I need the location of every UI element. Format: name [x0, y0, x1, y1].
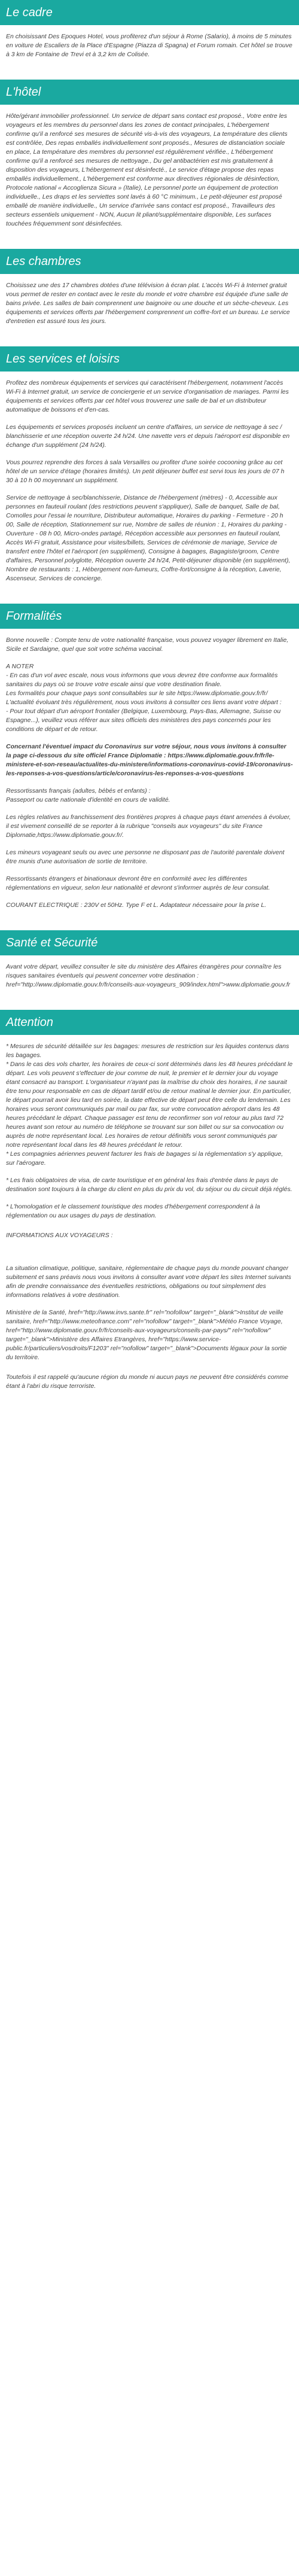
- paragraph-coronavirus: Concernant l'éventuel impact du Coronavirus sur votre séjour, nous vous invitons à consulter la page ci-dessous du site officiel France Diplomatie : https://www.diplomatie.gouv.fr/fr/le-ministere-et-son-reseau/actualites-du-ministere/informations-coronavirus-covid-19/coronavirus-les-reponses-a-vos-questions/article/coronavirus-les-reponses-a-vos-questions: [6, 743, 293, 777]
- paragraph: Choisissez une des 17 chambres dotées d'une télévision à écran plat. L'accès Wi-Fi à Internet gratuit vous permet de rester en contact avec le reste du monde et votre chambre est équipée d'une salle de bains privée. Les salles de bain comprennent une baignoire ou une douche et un sèche-cheveux. Les équipements et services offerts par l'hébergement comprennent un coffre-fort et un bureau. Le service d'entretien est assuré tous les jours.: [6, 282, 290, 325]
- paragraph-informations: INFORMATIONS AUX VOYAGEURS :: [6, 1232, 113, 1239]
- section-body: [0, 372, 299, 604]
- section-formalites: [0, 604, 299, 930]
- paragraph-ressortissants: Ressortissants français (adultes, bébés et enfants) : Passeport ou carte nationale d'identité en cours de validité.: [6, 787, 170, 803]
- section-sante-securite: [0, 930, 299, 1010]
- section-header: [0, 80, 299, 105]
- section-header: [0, 930, 299, 955]
- paragraph: Les équipements et services proposés incluent un centre d'affaires, un service de nettoyage à sec / blanchisserie et une réception ouverte 24 h/24. Une navette vers et depuis l'aéroport est disponible en échange d'un supplément (24 h/24).: [6, 424, 290, 449]
- section-attention: [0, 1010, 299, 1411]
- paragraph: * Les frais obligatoires de visa, de carte touristique et en général les frais d'entrée dans le pays de destination sont toujours à la charge du client en plus du prix du vol, du séjour ou du circuit déjà réglés.: [6, 1177, 292, 1193]
- section-title: Attention: [6, 1015, 53, 1029]
- section-body: [0, 629, 299, 930]
- section-header: [0, 346, 299, 372]
- section-chambres: [0, 249, 299, 346]
- section-body: [0, 1035, 299, 1411]
- paragraph-courant: COURANT ELECTRIQUE : 230V et 50Hz. Type F et L. Adaptateur nécessaire pour la prise L.: [6, 902, 267, 909]
- section-title: Les services et loisirs: [6, 352, 120, 366]
- paragraph: Bonne nouvelle : Compte tenu de votre nationalité française, vous pouvez voyager librement en Italie, Sicile et Sardaigne, quel que soit votre schéma vaccinal.: [6, 637, 289, 653]
- section-body: [0, 955, 299, 1010]
- section-title: Les chambres: [6, 254, 81, 268]
- section-hotel: [0, 80, 299, 249]
- section-title: L'hôtel: [6, 85, 41, 99]
- section-body: [0, 274, 299, 346]
- paragraph-bagages: * Mesures de sécurité détaillée sur les bagages: mesures de restriction sur les liquides contenus dans les bagages. * Dans le cas des vols charter, les horaires de ceux-ci sont déterminés dans les 48 heures précédant le départ. Les vols peuvent s'effectuer de jour comme de nuit, le premier et le dernier jour du voyage étant consacré au transport. L'organisateur n'ayant pas la maîtrise du choix des horaires, il ne saurait être tenu pour responsable en cas de départ tardif et/ou de retour matinal le dernier jour. En particulier, le départ pourrait avoir lieu tard en soirée, la date effective de départ peut être celle du lendemain. Les horaires vous seront communiqués par mail ou par fax, sur votre convocation aéroport dans les 48 heures précédant le départ. Chaque passager est tenu de reconfirmer son vol retour au plus tard 72 heures avant son retour au numéro de téléphone se trouvant sur son billet ou sur sa convocation ou auprès de notre représentant local. Les horaires de retour définitifs vous seront communiqués par notre représentant local dans les 48 heures précédant le retour. * Les compagnies aériennes peuvent facturer les frais de bagages si la réglementation s'y applique, sur l'aérogare.: [6, 1043, 293, 1167]
- paragraph: * L'homologation et le classement touristique des modes d'hébergement correspondent à la réglementation ou aux usages du pays de destination.: [6, 1203, 260, 1219]
- paragraph: Avant votre départ, veuillez consulter le site du ministère des Affaires étrangères pour connaître les risques sanitaires éventuels qui peuvent concerner votre destination : href="http://www.diplomatie.gouv.fr/fr/conseils-aux-voyageurs_909/index.html">www.diplomatie.gouv.fr: [6, 963, 291, 988]
- section-title: Santé et Sécurité: [6, 936, 98, 949]
- section-header: [0, 249, 299, 274]
- paragraph: Vous pourrez reprendre des forces à sala Versailles ou profiter d'une soirée cocooning grâce au cet hôtel de un service d'étage (horaires limités). Un petit déjeuner buffet est servi tous les jours de 07 h 30 à 10 h 00 moyennant un supplément.: [6, 459, 285, 484]
- paragraph: Service de nettoyage à sec/blanchisserie, Distance de l'hébergement (mètres) - 0, Accessible aux personnes en fauteuil roulant (des restrictions peuvent s'appliquer), Salle de banquet, Salle de bal, Comolles pour l'essai le nourriture, Distributeur automatique, Horaires du parking - Fermeture - 20 h 00, Salle de réception, Stationnement sur rue, Nombre de salles de réunion : 1, Horaires du parking - Ouverture - 08 h 00, Micro-ondes partagé, Réception accessible aux personnes en fauteuil roulant, Accès Wi-Fi gratuit, Assistance pour visites/billets, Services de cérémonie de mariage, Service de transfert entre l'hôtel et l'aéroport (en supplément), Consigne à bagages, Bagagiste/groom, Centre d'affaires, Personnel polyglotte, Réception ouverte 24 h/24, Petit-déjeuner disponible (en supplément), Nombre de restaurants : 1, Hébergement non-fumeurs, Coffre-fort/consigne à la réception, Laverie, Ascenseur, Services de concierge.: [6, 494, 291, 582]
- section-title: Formalités: [6, 609, 62, 623]
- paragraph: Profitez des nombreux équipements et services qui caractérisent l'hébergement, notamment l'accès Wi-Fi à Internet gratuit, un service de conciergerie et un service d'organisation de mariages. Parmi les équipements et services offerts par cet hôtel vous trouverez une salle de bal et un distributeur automatique de boissons et d'en-cas.: [6, 379, 289, 413]
- section-header: [0, 604, 299, 629]
- section-le-cadre: [0, 0, 299, 80]
- paragraph: Les règles relatives au franchissement des frontières propres à chaque pays étant amenées à évoluer, il est vivement conseillé de se reporter à la rubrique "conseils aux voyageurs" du site France Diplomatie,https://www.diplomatie.gouv.fr/.: [6, 814, 291, 839]
- paragraph: Toutefois il est rappelé qu'aucune région du monde ni aucun pays ne peuvent être considérés comme étant à l'abri du risque terroriste.: [6, 1374, 289, 1390]
- section-header: [0, 0, 299, 25]
- paragraph-note: A NOTER - En cas d'un vol avec escale, nous vous informons que vous devrez être conforme aux formalités sanitaires du pays où se trouve votre escale ainsi que votre destination finale. Les formalités pour chaque pays sont consultables sur le site https://www.diplomatie.gouv.fr/fr/ L'actualité évoluant très régulièrement, nous vous invitons à consulter ces liens avant votre départ : - Pour tout départ d'un aéroport frontalier (Belgique, Luxembourg, Pays-Bas, Allemagne, Suisse ou Espagne...), veuillez vous référer aux sites officiels des ministères des pays concernés pour les conditions de départ et de retour.: [6, 663, 282, 733]
- paragraph: Hôte/gérant immobilier professionnel. Un service de départ sans contact est proposé., Votre entre les voyageurs et les membres du personnel dans les zones de contact principales, L'hébergement confirme qu'il a renforcé ses mesures de sécurité vis-à-vis des voyageurs, La température des clients est contrôlée, Des repas emballés individuellement sont proposés., Mesures de distanciation sociale en place, La température des membres du personnel est régulièrement vérifiée., L'hébergement confirme qu'il a renforcé ses mesures de nettoyage., Du gel antibactérien est mis gratuitement à disposition des voyageurs, L'hébergement est désinfecté., Le service d'étage propose des repas emballés individuellement., L'hébergement est conforme aux directives régionales de désinfection, Protocole national « Accoglienza Sicura » (Italie), Le personnel porte un équipement de protection individuelle., Les draps et les serviettes sont lavés à 60 °C minimum., Le petit-déjeuner est proposé emballé de manière individuelle., Un service d'arrivée sans contact est proposé., Travailleurs des secteurs essentiels uniquement - NON, Aucun lit pliant/supplémentaire disponible, Les surfaces touchées fréquemment sont désinfectées.: [6, 112, 288, 227]
- paragraph: La situation climatique, politique, sanitaire, réglementaire de chaque pays du monde pouvant changer subitement et sans préavis nous vous invitons à consulter avant votre départ les sites Internet suivants afin de prendre connaissance des éventuelles restrictions, obligations ou tout simplement des informations relatives à votre destination.: [6, 1265, 291, 1299]
- section-header: [0, 1010, 299, 1035]
- paragraph: Ressortissants étrangers et binationaux devront être en conformité avec les différentes réglementations en vigueur, selon leur nationalité et devront s'informer auprès de leur consulat.: [6, 875, 270, 891]
- section-services-loisirs: [0, 346, 299, 604]
- section-title: Le cadre: [6, 5, 53, 19]
- paragraph: Les mineurs voyageant seuls ou avec une personne ne disposant pas de l'autorité parentale doivent être munis d'une autorisation de sortie de territoire.: [6, 849, 285, 865]
- section-body: [0, 105, 299, 249]
- paragraph: En choisissant Des Epoques Hotel, vous profiterez d'un séjour à Rome (Salario), à moins de 5 minutes en voiture de Escaliers de la Place d'Espagne (Piazza di Spagna) et Forum romain. Cet hôtel se trouve à 3 km de Fontaine de Trevi et à 3,2 km de Colisée.: [6, 33, 292, 58]
- paragraph-links[interactable]: Ministère de la Santé, href="http://www.invs.sante.fr" rel="nofollow" target="_blank">Institut de veille sanitaire, href="http://www.meteofrance.com" rel="nofollow" target="_blank">Météo France Voyage, href="http://www.diplomatie.gouv.fr/fr/conseils-aux-voyageurs/conseils-par-pays/" rel="nofollow" target="_blank">Ministère des Affaires Etrangères, href="https://www.service-public.fr/particuliers/vosdroits/F1203" rel="nofollow" target="_blank">Documents légaux pour la sortie du territoire.: [6, 1309, 287, 1361]
- section-body: [0, 25, 299, 80]
